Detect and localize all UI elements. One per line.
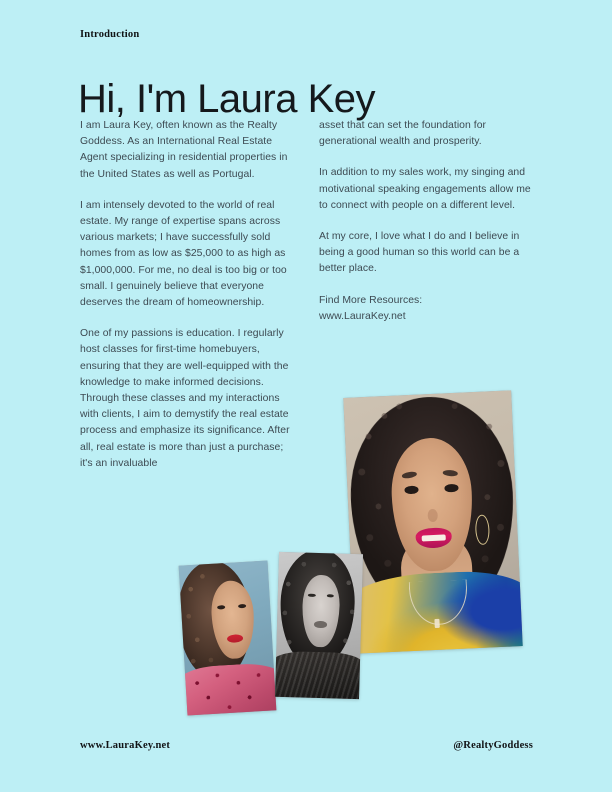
footer-website[interactable]: www.LauraKey.net [80, 740, 171, 751]
portrait-middle-illustration [275, 552, 363, 699]
paragraph: At my core, I love what I do and I believe in being a good human so this world can be a better place. [319, 231, 520, 275]
body-column-left [80, 118, 296, 472]
collage-photo-left [179, 560, 277, 715]
resources-label: Find More Resources: [319, 294, 423, 306]
paragraph: asset that can set the foundation for generational wealth and prosperity. [319, 120, 487, 148]
section-eyebrow-label: Introduction [80, 29, 140, 40]
collage-photo-main [343, 390, 522, 653]
paragraph: I am Laura Key, often known as the Realty Goddess. As an International Real Estate Agent specializing in residential properties in the United States as well as Portugal. [80, 120, 288, 180]
portrait-main-illustration [343, 390, 522, 653]
footer-social-handle[interactable]: @RealtyGoddess [453, 740, 533, 751]
resources-url[interactable]: www.LauraKey.net [319, 310, 406, 322]
body-column-right [319, 118, 535, 325]
page-title: Hi, I'm Laura Key [78, 76, 376, 121]
resources-block [319, 293, 535, 325]
collage-photo-middle [275, 552, 363, 699]
portrait-left-illustration [179, 560, 277, 715]
paragraph: One of my passions is education. I regularly host classes for first-time homebuyers, ensuring that they are well-equipped with the knowledge to make informed decisions. Through these classes and my interactions with clients, I aim to demystify the real estate process and emphasize its significance. After all, real estate is more than just a purchase; it's an invaluable [80, 328, 290, 469]
paragraph: I am intensely devoted to the world of real estate. My range of expertise spans across various markets; I have successfully sold homes from as low as $25,000 to as high as $1,000,000. For me, no deal is too big or too small. I genuinely believe that everyone deserves the dream of homeownership. [80, 199, 287, 309]
paragraph: In addition to my sales work, my singing and motivational speaking engagements allow me to connect with people on a different level. [319, 167, 531, 211]
